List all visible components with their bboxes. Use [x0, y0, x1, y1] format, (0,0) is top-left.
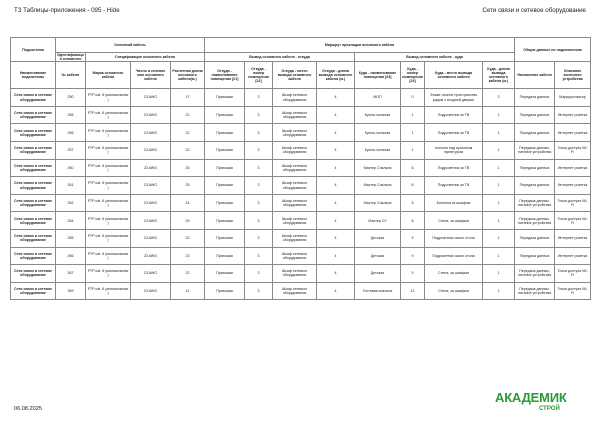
- table-cell: Передача данных, питание устройства: [515, 265, 555, 283]
- table-cell: 22: [171, 265, 205, 283]
- table-cell: 264: [56, 212, 86, 230]
- company-logo: [495, 390, 590, 420]
- table-row: [11, 212, 591, 230]
- table-cell: 23 AWG: [131, 247, 171, 265]
- table-cell: 23 AWG: [131, 106, 171, 124]
- table-cell: Этаже-лочное пространство рядом с входной дверью: [425, 89, 483, 107]
- table-cell: 3: [483, 89, 515, 107]
- table-cell: МОП: [355, 89, 401, 107]
- column-header: № кабеля: [56, 62, 86, 89]
- table-cell: Прихожая: [205, 124, 245, 142]
- table-cell: Сети связи и сетевое оборудование: [11, 247, 56, 265]
- table-cell: 23: [171, 247, 205, 265]
- table-cell: 1: [483, 159, 515, 177]
- cable-table: [10, 37, 591, 300]
- header-cable-id: Идентификация основного: [57, 53, 84, 62]
- table-cell: Интернет розетка: [555, 106, 591, 124]
- table-cell: 1: [483, 194, 515, 212]
- table-cell: Стена, за шкафом: [425, 282, 483, 300]
- table-cell: Шкаф сетевого оборудования: [273, 282, 317, 300]
- table-cell: 4: [317, 247, 355, 265]
- table-cell: 260: [56, 159, 86, 177]
- column-header: Откуда - номер помещения [22]: [245, 62, 273, 89]
- table-cell: Прихожая: [205, 265, 245, 283]
- table-cell: 269: [56, 282, 86, 300]
- column-header: Марка основного кабеля: [86, 62, 131, 89]
- column-header: Куда - место вывода основного кабеля: [425, 62, 483, 89]
- table-cell: 4: [317, 159, 355, 177]
- table-cell: Шкаф сетевого оборудования: [273, 159, 317, 177]
- column-header: Описание конечного устройства: [555, 62, 591, 89]
- table-cell: Маршрутизатор: [555, 89, 591, 107]
- logo-name: АКАДЕМИК: [495, 390, 567, 405]
- table-cell: Прихожая: [205, 230, 245, 248]
- table-cell: 255: [56, 106, 86, 124]
- table-cell: Сети связи и сетевое оборудование: [11, 124, 56, 142]
- table-cell: 1: [483, 124, 515, 142]
- table-cell: Шкаф сетевого оборудования: [273, 124, 317, 142]
- column-header: Назначение кабеля: [515, 62, 555, 89]
- table-cell: Прихожая: [205, 282, 245, 300]
- table-cell: Сети связи и сетевое оборудование: [11, 142, 56, 160]
- table-row: [11, 124, 591, 142]
- table-cell: Точка доступа Wi-Fi: [555, 265, 591, 283]
- table-cell: 4: [317, 194, 355, 212]
- table-cell: 3: [245, 230, 273, 248]
- table-cell: 3: [245, 194, 273, 212]
- table-cell: Точка доступа Wi-Fi: [555, 212, 591, 230]
- header-from: Вывод основного кабеля - откуда: [205, 53, 355, 62]
- table-cell: Шкаф сетевого оборудования: [273, 177, 317, 195]
- table-cell: FTP cat. 6 (монокольная ): [86, 142, 131, 160]
- table-cell: 1: [483, 247, 515, 265]
- table-cell: Прихожая: [205, 212, 245, 230]
- table-cell: 3: [245, 212, 273, 230]
- table-cell: Прихожая: [205, 247, 245, 265]
- table-cell: 22: [171, 106, 205, 124]
- table-cell: 1: [483, 212, 515, 230]
- table-cell: Подрозетник около стола: [425, 230, 483, 248]
- table-cell: Стена, за шкафом: [425, 212, 483, 230]
- table-cell: 4: [317, 106, 355, 124]
- table-cell: 9: [401, 230, 425, 248]
- header-main-cable: Основной кабель: [56, 38, 205, 53]
- table-cell: Шкаф сетевого оборудования: [273, 106, 317, 124]
- table-cell: Сети связи и сетевое оборудование: [11, 106, 56, 124]
- column-header: Откуда - место вывода основного кабеля: [273, 62, 317, 89]
- table-cell: FTP cat. 6 (монокольная ): [86, 282, 131, 300]
- table-cell: Точка доступа Wi-Fi: [555, 282, 591, 300]
- table-row: [11, 194, 591, 212]
- table-cell: FTP cat. 6 (монокольная ): [86, 159, 131, 177]
- column-header: Куда - номер помещения [24]: [401, 62, 425, 89]
- table-cell: Стена, за шкафом: [425, 265, 483, 283]
- table-cell: 17: [171, 89, 205, 107]
- table-cell: Подрозетник за ТВ: [425, 106, 483, 124]
- table-cell: 1: [483, 177, 515, 195]
- column-header: Наименование подсистемы: [11, 62, 56, 89]
- header-subsystem: Подсистема: [11, 38, 56, 62]
- table-cell: 266: [56, 247, 86, 265]
- table-cell: 1: [401, 124, 425, 142]
- table-cell: 257: [56, 142, 86, 160]
- table-cell: Сети связи и сетевое оборудование: [11, 212, 56, 230]
- cable-table-container: [10, 37, 590, 300]
- table-cell: 22: [171, 230, 205, 248]
- table-cell: Шкаф сетевого оборудования: [273, 142, 317, 160]
- table-cell: Подрозетник около стола: [425, 247, 483, 265]
- table-cell: Шкаф сетевого оборудования: [273, 265, 317, 283]
- table-cell: 24: [171, 194, 205, 212]
- table-cell: Шкаф сетевого оборудования: [273, 247, 317, 265]
- table-cell: Прихожая: [205, 106, 245, 124]
- table-cell: Шкаф сетевого оборудования: [273, 230, 317, 248]
- table-cell: Передача данных: [515, 247, 555, 265]
- table-cell: 9: [401, 247, 425, 265]
- table-cell: Передача данных, питание устройства: [515, 194, 555, 212]
- table-cell: 29: [171, 212, 205, 230]
- table-cell: 11: [171, 282, 205, 300]
- table-cell: FTP cat. 6 (монокольная ): [86, 177, 131, 195]
- table-cell: 6: [401, 159, 425, 177]
- table-cell: Точка доступа Wi-Fi: [555, 194, 591, 212]
- table-cell: 1: [401, 106, 425, 124]
- table-cell: Интернет розетка: [555, 159, 591, 177]
- table-cell: 23 AWG: [131, 177, 171, 195]
- table-cell: Шкаф сетевого оборудования: [273, 89, 317, 107]
- table-cell: Передача данных: [515, 230, 555, 248]
- table-cell: Передача данных, питание устройства: [515, 212, 555, 230]
- table-cell: 4: [317, 212, 355, 230]
- table-cell: 9: [401, 265, 425, 283]
- table-cell: Мастер Спальня: [355, 177, 401, 195]
- table-row: [11, 282, 591, 300]
- table-cell: 1: [483, 106, 515, 124]
- table-cell: 1: [483, 230, 515, 248]
- table-cell: Гостевая спальня: [355, 282, 401, 300]
- table-cell: 4: [317, 230, 355, 248]
- table-cell: 23 AWG: [131, 212, 171, 230]
- table-cell: 22: [171, 124, 205, 142]
- table-cell: Детская: [355, 247, 401, 265]
- document-title: ТЗ Таблицы-приложения - 095 - Hide: [14, 7, 120, 14]
- table-cell: Сети связи и сетевое оборудование: [11, 159, 56, 177]
- table-cell: 0: [401, 89, 425, 107]
- table-cell: FTP cat. 6 (монокольная ): [86, 230, 131, 248]
- table-cell: Прихожая: [205, 177, 245, 195]
- table-cell: Подрозетник за ТВ: [425, 124, 483, 142]
- table-cell: 1: [483, 265, 515, 283]
- table-cell: FTP cat. 6 (монокольная ): [86, 265, 131, 283]
- table-cell: Подрозетник за ТВ: [425, 177, 483, 195]
- table-cell: 6: [401, 177, 425, 195]
- footer-date: 06.08.2025: [14, 406, 42, 412]
- table-cell: 3: [245, 265, 273, 283]
- table-cell: Сети связи и сетевое оборудование: [11, 177, 56, 195]
- table-cell: FTP cat. 6 (монокольная ): [86, 212, 131, 230]
- table-cell: Сети связи и сетевое оборудование: [11, 230, 56, 248]
- table-cell: Шкаф сетевого оборудования: [273, 212, 317, 230]
- table-cell: 23 AWG: [131, 282, 171, 300]
- table-cell: Мастер Спальня: [355, 159, 401, 177]
- table-cell: Кухня-гостиная: [355, 124, 401, 142]
- table-cell: 4: [317, 142, 355, 160]
- table-cell: Передача данных: [515, 159, 555, 177]
- table-cell: 265: [56, 230, 86, 248]
- table-cell: 3: [245, 106, 273, 124]
- table-cell: 262: [56, 194, 86, 212]
- table-cell: 23 AWG: [131, 142, 171, 160]
- column-header: Число и сечение жил основного кабеля: [131, 62, 171, 89]
- table-cell: 23 AWG: [131, 159, 171, 177]
- table-cell: FTP cat. 6 (монокольная ): [86, 194, 131, 212]
- table-cell: 3: [245, 177, 273, 195]
- table-cell: Подрозетник за ТВ: [425, 159, 483, 177]
- table-cell: Интернет розетка: [555, 177, 591, 195]
- table-cell: 6: [401, 194, 425, 212]
- table-row: [11, 89, 591, 107]
- table-cell: 256: [56, 124, 86, 142]
- header-to: Вывод основного кабеля - куда: [355, 53, 515, 62]
- logo-sub: СТРОЙ: [539, 406, 560, 412]
- table-cell: Передача данных: [515, 89, 555, 107]
- table-cell: Прихожая: [205, 159, 245, 177]
- table-cell: 3: [245, 89, 273, 107]
- column-header-row: [11, 62, 591, 89]
- table-cell: Кухня-гостиная: [355, 106, 401, 124]
- table-row: [11, 142, 591, 160]
- column-header: Откуда - наименование помещения [21]: [205, 62, 245, 89]
- table-cell: 8: [401, 212, 425, 230]
- table-cell: Точка доступа Wi-Fi: [555, 142, 591, 160]
- table-cell: 25: [171, 159, 205, 177]
- table-cell: FTP cat. 6 (монокольная ): [86, 124, 131, 142]
- table-cell: Шкаф сетевого оборудования: [273, 194, 317, 212]
- table-cell: Интернет розетка: [555, 247, 591, 265]
- table-cell: 261: [56, 177, 86, 195]
- table-cell: 4: [317, 177, 355, 195]
- header-spec: Спецификация основного кабеля: [86, 53, 205, 62]
- table-cell: Детская: [355, 230, 401, 248]
- column-header: Откуда - длина вывода основного кабеля (м.): [317, 62, 355, 89]
- table-cell: Передача данных: [515, 106, 555, 124]
- table-cell: Прихожая: [205, 142, 245, 160]
- column-header: Куда - длина вывода основного кабеля (м.): [483, 62, 515, 89]
- table-cell: FTP cat. 6 (монокольная ): [86, 89, 131, 107]
- table-cell: 4: [317, 282, 355, 300]
- table-cell: 12: [401, 282, 425, 300]
- table-cell: Передача данных, питание устройства: [515, 142, 555, 160]
- table-cell: Сети связи и сетевое оборудование: [11, 89, 56, 107]
- table-cell: Прихожая: [205, 89, 245, 107]
- table-cell: Колонна за шкафом: [425, 194, 483, 212]
- table-cell: 25: [171, 177, 205, 195]
- table-cell: 4: [317, 89, 355, 107]
- table-row: [11, 159, 591, 177]
- table-cell: 23 AWG: [131, 89, 171, 107]
- table-cell: 22: [171, 142, 205, 160]
- header-route: Маршрут прокладки основного кабеля: [205, 38, 515, 53]
- table-cell: 1: [401, 142, 425, 160]
- table-cell: Передача данных, питание устройства: [515, 282, 555, 300]
- table-cell: Интернет розетка: [555, 230, 591, 248]
- table-cell: потолок над кухонным гарнитуром: [425, 142, 483, 160]
- table-cell: 3: [245, 159, 273, 177]
- table-cell: 250: [56, 89, 86, 107]
- table-cell: 23 AWG: [131, 124, 171, 142]
- column-header: Куда - наименование помещения [23]: [355, 62, 401, 89]
- table-cell: Мастер Спальня: [355, 194, 401, 212]
- table-cell: 267: [56, 265, 86, 283]
- table-cell: 1: [483, 142, 515, 160]
- table-cell: FTP cat. 6 (монокольная ): [86, 106, 131, 124]
- table-cell: 23 AWG: [131, 230, 171, 248]
- table-cell: Сети связи и сетевое оборудование: [11, 194, 56, 212]
- section-title: Сети связи и сетевое оборудование: [482, 7, 586, 14]
- table-cell: 4: [317, 265, 355, 283]
- table-cell: Передача данных: [515, 177, 555, 195]
- table-body: [11, 89, 591, 300]
- table-cell: 23 AWG: [131, 194, 171, 212]
- table-cell: 3: [245, 142, 273, 160]
- table-cell: FTP cat. 6 (монокольная ): [86, 247, 131, 265]
- table-cell: Прихожая: [205, 194, 245, 212]
- column-header: Расчетная длина основного кабеля(м.): [171, 62, 205, 89]
- table-row: [11, 177, 591, 195]
- table-cell: 1: [483, 282, 515, 300]
- table-cell: Детская: [355, 265, 401, 283]
- table-cell: 4: [317, 124, 355, 142]
- table-row: [11, 265, 591, 283]
- table-cell: 23 AWG: [131, 265, 171, 283]
- table-cell: Сети связи и сетевое оборудование: [11, 265, 56, 283]
- table-cell: 3: [245, 247, 273, 265]
- header-general: Общие данные по подключению: [515, 38, 591, 62]
- table-cell: Передача данных: [515, 124, 555, 142]
- table-row: [11, 230, 591, 248]
- table-row: [11, 106, 591, 124]
- table-cell: Интернет розетка: [555, 124, 591, 142]
- table-cell: Мастер СУ: [355, 212, 401, 230]
- table-cell: Сети связи и сетевое оборудование: [11, 282, 56, 300]
- table-cell: Кухня-гостиная: [355, 142, 401, 160]
- table-row: [11, 247, 591, 265]
- table-cell: 3: [245, 124, 273, 142]
- table-cell: 3: [245, 282, 273, 300]
